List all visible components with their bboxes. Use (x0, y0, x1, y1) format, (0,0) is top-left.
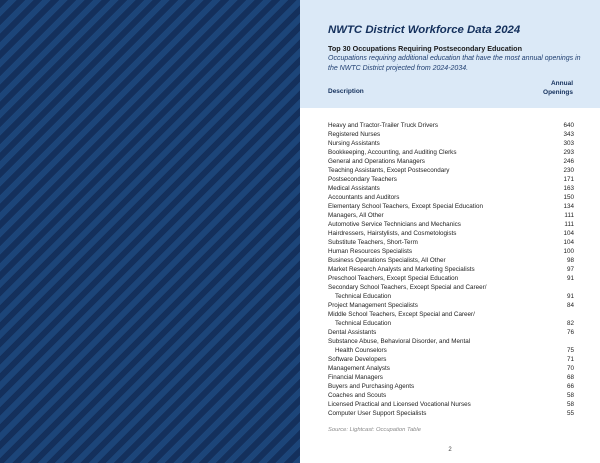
annual-openings-value: 100 (563, 248, 574, 255)
occupation-description: Automotive Service Technicians and Mechanics (328, 221, 461, 228)
table-row (328, 202, 574, 211)
occupation-description: Teaching Assistants, Except Postsecondary (328, 167, 450, 174)
annual-openings-value: 293 (563, 149, 574, 156)
table-row (328, 265, 574, 274)
table-row (328, 175, 574, 184)
table-description: Occupations requiring additional education that have the most annual openings in the NWTC District projected from 2024-2034. (328, 55, 581, 72)
table-row (328, 391, 574, 400)
table-row (328, 400, 574, 409)
annual-openings-value: 246 (563, 158, 574, 165)
annual-openings-value: 150 (563, 194, 574, 201)
occupation-description: Business Operations Specialists, All Other (328, 257, 446, 264)
table-row (328, 139, 574, 148)
occupation-description-continued: Health Counselors (335, 347, 387, 354)
table-row (328, 382, 574, 391)
table-subtitle: Top 30 Occupations Requiring Postsecondary Education (328, 44, 522, 53)
occupation-description: Middle School Teachers, Except Special and Career/ (328, 311, 475, 318)
table-row (328, 211, 574, 220)
occupation-description: Registered Nurses (328, 131, 381, 138)
occupation-description: Substance Abuse, Behavioral Disorder, and Mental (328, 338, 471, 345)
annual-openings-value: 76 (566, 329, 574, 336)
page-number: 2 (448, 447, 452, 453)
table-row (328, 220, 574, 229)
annual-openings-value: 82 (566, 320, 574, 327)
occupation-description: Substitute Teachers, Short-Term (328, 239, 418, 246)
occupation-description: Postsecondary Teachers (328, 176, 397, 183)
table-row (328, 148, 574, 157)
occupation-description: Project Management Specialists (328, 302, 418, 309)
annual-openings-value: 104 (563, 230, 574, 237)
annual-openings-value: 303 (563, 140, 574, 147)
column-header-description: Description (328, 88, 364, 95)
table-row (328, 355, 574, 364)
annual-openings-value: 68 (566, 374, 574, 381)
occupation-description-continued: Technical Education (335, 293, 392, 300)
table-row (328, 238, 574, 247)
table-row (328, 157, 574, 166)
occupation-table (328, 121, 574, 418)
table-row (328, 229, 574, 238)
occupation-description: Human Resources Specialists (328, 248, 412, 255)
annual-openings-value: 58 (566, 392, 574, 399)
annual-openings-value: 343 (563, 131, 574, 138)
table-row (328, 121, 574, 130)
table-row (328, 274, 574, 283)
annual-openings-value: 66 (566, 383, 574, 390)
occupation-description: Managers, All Other (328, 212, 384, 219)
annual-openings-value: 163 (563, 185, 574, 192)
table-row (328, 166, 574, 175)
occupation-description: Software Developers (328, 356, 387, 363)
page-title: NWTC District Workforce Data 2024 (328, 24, 521, 36)
occupation-description: Accountants and Auditors (328, 194, 400, 201)
annual-openings-value: 91 (566, 275, 574, 282)
annual-openings-value: 71 (566, 356, 574, 363)
annual-openings-value: 111 (564, 221, 574, 228)
table-row (328, 364, 574, 373)
source-note: Source: Lightcast: Occupation Table (328, 427, 421, 433)
occupation-description: Preschool Teachers, Except Special Education (328, 275, 459, 282)
table-row (328, 310, 574, 328)
occupation-description: Nursing Assistants (328, 140, 380, 147)
annual-openings-value: 70 (566, 365, 574, 372)
annual-openings-value: 91 (566, 293, 574, 300)
column-header-openings-line2: Openings (543, 89, 573, 96)
table-row (328, 193, 574, 202)
occupation-description: Dental Assistants (328, 329, 377, 336)
annual-openings-value: 97 (566, 266, 574, 273)
table-row (328, 256, 574, 265)
occupation-description: Buyers and Purchasing Agents (328, 383, 415, 390)
occupation-description: Financial Managers (328, 374, 383, 381)
occupation-description: Hairdressers, Hairstylists, and Cosmetologists (328, 230, 457, 237)
annual-openings-value: 171 (563, 176, 574, 183)
occupation-description: Heavy and Tractor-Trailer Truck Drivers (328, 122, 438, 129)
annual-openings-value: 84 (566, 302, 574, 309)
table-row (328, 409, 574, 418)
occupation-description: Secondary School Teachers, Except Special and Career/ (328, 284, 487, 291)
annual-openings-value: 134 (563, 203, 574, 210)
annual-openings-value: 75 (566, 347, 574, 354)
occupation-description-continued: Technical Education (335, 320, 392, 327)
annual-openings-value: 98 (566, 257, 574, 264)
occupation-description: Management Analysts (328, 365, 390, 372)
occupation-description: Bookkeeping, Accounting, and Auditing Clerks (328, 149, 457, 156)
annual-openings-value: 640 (563, 122, 574, 129)
occupation-description: Medical Assistants (328, 185, 380, 192)
occupation-description: Licensed Practical and Licensed Vocational Nurses (328, 401, 471, 408)
occupation-description: General and Operations Managers (328, 158, 425, 165)
annual-openings-value: 111 (564, 212, 574, 219)
occupation-description: Coaches and Scouts (328, 392, 387, 399)
table-row (328, 301, 574, 310)
column-header-openings-line1: Annual (550, 80, 573, 87)
annual-openings-value: 104 (563, 239, 574, 246)
annual-openings-value: 55 (566, 410, 574, 417)
table-row (328, 337, 574, 355)
table-row (328, 247, 574, 256)
table-row (328, 130, 574, 139)
table-row (328, 184, 574, 193)
occupation-description: Computer User Support Specialists (328, 410, 427, 417)
annual-openings-value: 58 (566, 401, 574, 408)
header-box (300, 0, 600, 108)
content-panel (300, 0, 600, 463)
column-header-openings (513, 79, 573, 97)
occupation-description: Market Research Analysts and Marketing Specialists (328, 266, 475, 273)
table-row (328, 328, 574, 337)
annual-openings-value: 230 (563, 167, 574, 174)
occupation-description: Elementary School Teachers, Except Special Education (328, 203, 483, 210)
table-row (328, 283, 574, 301)
table-row (328, 373, 574, 382)
